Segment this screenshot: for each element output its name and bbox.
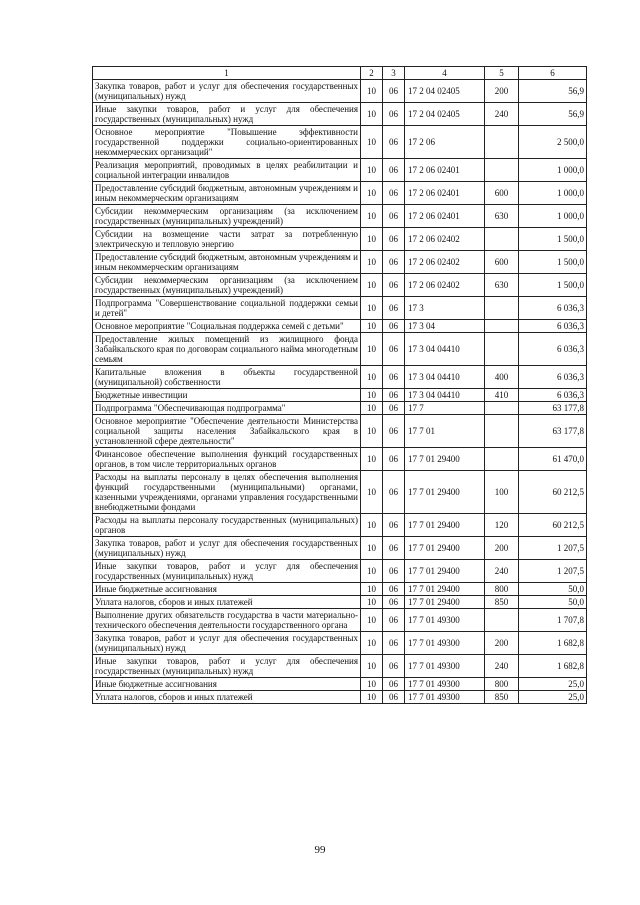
row-expense-type (485, 159, 519, 182)
table-row (93, 274, 587, 297)
row-section: 10 (361, 514, 383, 537)
row-section: 10 (361, 537, 383, 560)
row-subsection: 06 (383, 583, 405, 596)
row-expense-type: 800 (485, 583, 519, 596)
row-target-code: 17 7 01 29400 (405, 537, 485, 560)
row-amount: 1 682,8 (519, 632, 587, 655)
row-section: 10 (361, 583, 383, 596)
row-target-code: 17 7 01 49300 (405, 632, 485, 655)
row-amount: 6 036,3 (519, 389, 587, 402)
row-expense-type: 800 (485, 678, 519, 691)
table-row (93, 297, 587, 320)
row-target-code: 17 3 (405, 297, 485, 320)
table-row (93, 80, 587, 103)
header-row (93, 67, 587, 80)
table-row (93, 632, 587, 655)
row-name: Закупка товаров, работ и услуг для обеспечения государственных (муниципальных) нужд (93, 537, 361, 560)
row-name: Финансовое обеспечение выполнения функций государственных органов, в том числе территориальных органов (93, 448, 361, 471)
row-amount: 1 707,8 (519, 609, 587, 632)
row-name: Уплата налогов, сборов и иных платежей (93, 596, 361, 609)
row-name: Предоставление субсидий бюджетным, автономным учреждениям и иным некоммерческим организациям (93, 251, 361, 274)
row-target-code: 17 3 04 04410 (405, 389, 485, 402)
table-row (93, 678, 587, 691)
row-name: Субсидии на возмещение части затрат за потребленную электрическую и тепловую энергию (93, 228, 361, 251)
row-section: 10 (361, 402, 383, 415)
row-section: 10 (361, 80, 383, 103)
row-target-code: 17 2 06 02402 (405, 274, 485, 297)
row-amount: 6 036,3 (519, 320, 587, 333)
row-subsection: 06 (383, 655, 405, 678)
table-row (93, 655, 587, 678)
row-amount: 50,0 (519, 583, 587, 596)
table-row (93, 389, 587, 402)
row-amount: 2 500,0 (519, 126, 587, 159)
table-row (93, 333, 587, 366)
table-row (93, 320, 587, 333)
row-amount: 56,9 (519, 103, 587, 126)
row-section: 10 (361, 655, 383, 678)
row-section: 10 (361, 126, 383, 159)
row-name: Капитальные вложения в объекты государственной (муниципальной) собственности (93, 366, 361, 389)
row-section: 10 (361, 103, 383, 126)
row-name: Основное мероприятие "Обеспечение деятельности Министерства социальной защиты населения Забайкальского края в установленной сфере деятельности" (93, 415, 361, 448)
row-amount: 63 177,8 (519, 402, 587, 415)
row-subsection: 06 (383, 366, 405, 389)
row-subsection: 06 (383, 251, 405, 274)
row-expense-type: 120 (485, 514, 519, 537)
row-target-code: 17 2 04 02405 (405, 103, 485, 126)
row-expense-type (485, 333, 519, 366)
row-subsection: 06 (383, 333, 405, 366)
row-subsection: 06 (383, 80, 405, 103)
table-row (93, 159, 587, 182)
row-subsection: 06 (383, 609, 405, 632)
row-amount: 1 500,0 (519, 274, 587, 297)
row-name: Расходы на выплаты персоналу государственных (муниципальных) органов (93, 514, 361, 537)
row-name: Подпрограмма "Совершенствование социальной поддержки семьи и детей" (93, 297, 361, 320)
row-subsection: 06 (383, 126, 405, 159)
row-subsection: 06 (383, 297, 405, 320)
row-amount: 50,0 (519, 596, 587, 609)
row-subsection: 06 (383, 471, 405, 514)
row-name: Основное мероприятие "Повышение эффективности государственной поддержки социально-ориентированных некоммерческих организаций" (93, 126, 361, 159)
row-section: 10 (361, 251, 383, 274)
row-target-code: 17 3 04 04410 (405, 333, 485, 366)
header-col-1: 1 (93, 67, 361, 80)
row-amount: 25,0 (519, 678, 587, 691)
row-expense-type: 850 (485, 596, 519, 609)
row-name: Выполнение других обязательств государства в части материально-технического обеспечения деятельности государственного органа (93, 609, 361, 632)
row-subsection: 06 (383, 228, 405, 251)
table-row (93, 182, 587, 205)
row-target-code: 17 7 01 49300 (405, 678, 485, 691)
header-col-5: 5 (485, 67, 519, 80)
row-amount: 1 682,8 (519, 655, 587, 678)
row-subsection: 06 (383, 691, 405, 704)
row-name: Иные бюджетные ассигнования (93, 583, 361, 596)
row-amount: 60 212,5 (519, 471, 587, 514)
row-subsection: 06 (383, 205, 405, 228)
row-name: Уплата налогов, сборов и иных платежей (93, 691, 361, 704)
row-subsection: 06 (383, 103, 405, 126)
row-section: 10 (361, 320, 383, 333)
table-row (93, 609, 587, 632)
row-target-code: 17 2 06 02401 (405, 205, 485, 228)
row-section: 10 (361, 609, 383, 632)
row-subsection: 06 (383, 560, 405, 583)
row-expense-type (485, 126, 519, 159)
row-target-code: 17 7 01 29400 (405, 448, 485, 471)
row-name: Бюджетные инвестиции (93, 389, 361, 402)
row-expense-type (485, 228, 519, 251)
row-section: 10 (361, 333, 383, 366)
header-col-2: 2 (361, 67, 383, 80)
table-header (93, 67, 587, 80)
table-row (93, 103, 587, 126)
row-expense-type (485, 320, 519, 333)
row-expense-type: 630 (485, 205, 519, 228)
row-target-code: 17 2 06 02401 (405, 159, 485, 182)
row-target-code: 17 7 01 29400 (405, 583, 485, 596)
table-row (93, 415, 587, 448)
row-expense-type: 240 (485, 655, 519, 678)
row-amount: 1 500,0 (519, 228, 587, 251)
row-name: Иные закупки товаров, работ и услуг для обеспечения государственных (муниципальных) нужд (93, 560, 361, 583)
row-target-code: 17 2 06 02402 (405, 228, 485, 251)
row-target-code: 17 2 04 02405 (405, 80, 485, 103)
row-subsection: 06 (383, 274, 405, 297)
row-amount: 63 177,8 (519, 415, 587, 448)
row-section: 10 (361, 632, 383, 655)
row-target-code: 17 2 06 02402 (405, 251, 485, 274)
row-expense-type: 410 (485, 389, 519, 402)
row-section: 10 (361, 274, 383, 297)
table-row (93, 537, 587, 560)
row-amount: 1 000,0 (519, 159, 587, 182)
row-section: 10 (361, 596, 383, 609)
row-name: Закупка товаров, работ и услуг для обеспечения государственных (муниципальных) нужд (93, 632, 361, 655)
row-amount: 1 207,5 (519, 560, 587, 583)
row-expense-type: 240 (485, 560, 519, 583)
row-amount: 1 207,5 (519, 537, 587, 560)
row-target-code: 17 2 06 (405, 126, 485, 159)
row-target-code: 17 7 01 49300 (405, 691, 485, 704)
row-name: Иные закупки товаров, работ и услуг для обеспечения государственных (муниципальных) нужд (93, 655, 361, 678)
row-target-code: 17 2 06 02401 (405, 182, 485, 205)
table-row (93, 560, 587, 583)
row-section: 10 (361, 678, 383, 691)
row-amount: 25,0 (519, 691, 587, 704)
table-row (93, 596, 587, 609)
row-amount: 1 500,0 (519, 251, 587, 274)
table-row (93, 514, 587, 537)
row-target-code: 17 7 01 29400 (405, 560, 485, 583)
table-row (93, 205, 587, 228)
row-name: Субсидии некоммерческим организациям (за исключением государственных (муниципальных) учреждений) (93, 274, 361, 297)
row-expense-type (485, 297, 519, 320)
row-section: 10 (361, 205, 383, 228)
table-row (93, 583, 587, 596)
header-col-6: 6 (519, 67, 587, 80)
row-subsection: 06 (383, 402, 405, 415)
row-expense-type (485, 448, 519, 471)
row-subsection: 06 (383, 448, 405, 471)
row-expense-type: 600 (485, 182, 519, 205)
row-name: Подпрограмма "Обеспечивающая подпрограмма" (93, 402, 361, 415)
row-amount: 6 036,3 (519, 297, 587, 320)
row-amount: 1 000,0 (519, 205, 587, 228)
row-target-code: 17 7 01 49300 (405, 609, 485, 632)
table-row (93, 402, 587, 415)
row-target-code: 17 7 01 (405, 415, 485, 448)
row-expense-type: 200 (485, 632, 519, 655)
row-expense-type: 630 (485, 274, 519, 297)
table-row (93, 448, 587, 471)
row-target-code: 17 3 04 (405, 320, 485, 333)
row-subsection: 06 (383, 632, 405, 655)
row-section: 10 (361, 389, 383, 402)
row-target-code: 17 7 01 29400 (405, 514, 485, 537)
row-amount: 1 000,0 (519, 182, 587, 205)
row-subsection: 06 (383, 596, 405, 609)
row-name: Предоставление жилых помещений из жилищного фонда Забайкальского края по договорам социального найма многодетным семьям (93, 333, 361, 366)
row-name: Субсидии некоммерческим организациям (за исключением государственных (муниципальных) учреждений) (93, 205, 361, 228)
row-expense-type (485, 415, 519, 448)
row-amount: 60 212,5 (519, 514, 587, 537)
row-amount: 56,9 (519, 80, 587, 103)
row-expense-type: 240 (485, 103, 519, 126)
row-name: Закупка товаров, работ и услуг для обеспечения государственных (муниципальных) нужд (93, 80, 361, 103)
row-target-code: 17 7 (405, 402, 485, 415)
row-target-code: 17 3 04 04410 (405, 366, 485, 389)
row-amount: 61 470,0 (519, 448, 587, 471)
row-subsection: 06 (383, 415, 405, 448)
row-section: 10 (361, 448, 383, 471)
row-target-code: 17 7 01 29400 (405, 471, 485, 514)
row-subsection: 06 (383, 320, 405, 333)
row-expense-type: 200 (485, 537, 519, 560)
row-subsection: 06 (383, 514, 405, 537)
row-expense-type (485, 402, 519, 415)
row-expense-type: 400 (485, 366, 519, 389)
row-section: 10 (361, 691, 383, 704)
row-section: 10 (361, 297, 383, 320)
row-subsection: 06 (383, 182, 405, 205)
row-target-code: 17 7 01 49300 (405, 655, 485, 678)
row-expense-type: 850 (485, 691, 519, 704)
budget-table (92, 66, 587, 704)
row-subsection: 06 (383, 537, 405, 560)
row-subsection: 06 (383, 389, 405, 402)
table-row (93, 471, 587, 514)
row-name: Реализация мероприятий, проводимых в целях реабилитации и социальной интеграции инвалидов (93, 159, 361, 182)
table-row (93, 126, 587, 159)
row-amount: 6 036,3 (519, 366, 587, 389)
row-expense-type: 100 (485, 471, 519, 514)
row-name: Основное мероприятие "Социальная поддержка семей с детьми" (93, 320, 361, 333)
row-section: 10 (361, 159, 383, 182)
row-expense-type: 200 (485, 80, 519, 103)
row-section: 10 (361, 471, 383, 514)
row-name: Расходы на выплаты персоналу в целях обеспечения выполнения функций государственными (муниципальными) органами, казенными учреждениями, органами управления государственными внебюджетными фондами (93, 471, 361, 514)
row-subsection: 06 (383, 159, 405, 182)
page-number: 99 (314, 844, 326, 856)
row-name: Предоставление субсидий бюджетным, автономным учреждениям и иным некоммерческим организациям (93, 182, 361, 205)
table-row (93, 691, 587, 704)
row-expense-type (485, 609, 519, 632)
row-amount: 6 036,3 (519, 333, 587, 366)
row-section: 10 (361, 228, 383, 251)
row-section: 10 (361, 415, 383, 448)
row-target-code: 17 7 01 29400 (405, 596, 485, 609)
row-subsection: 06 (383, 678, 405, 691)
table-row (93, 228, 587, 251)
header-col-4: 4 (405, 67, 485, 80)
table-row (93, 366, 587, 389)
row-section: 10 (361, 366, 383, 389)
table-body (93, 80, 587, 704)
table-row (93, 251, 587, 274)
row-expense-type: 600 (485, 251, 519, 274)
row-name: Иные бюджетные ассигнования (93, 678, 361, 691)
row-name: Иные закупки товаров, работ и услуг для обеспечения государственных (муниципальных) нужд (93, 103, 361, 126)
row-section: 10 (361, 182, 383, 205)
header-col-3: 3 (383, 67, 405, 80)
row-section: 10 (361, 560, 383, 583)
